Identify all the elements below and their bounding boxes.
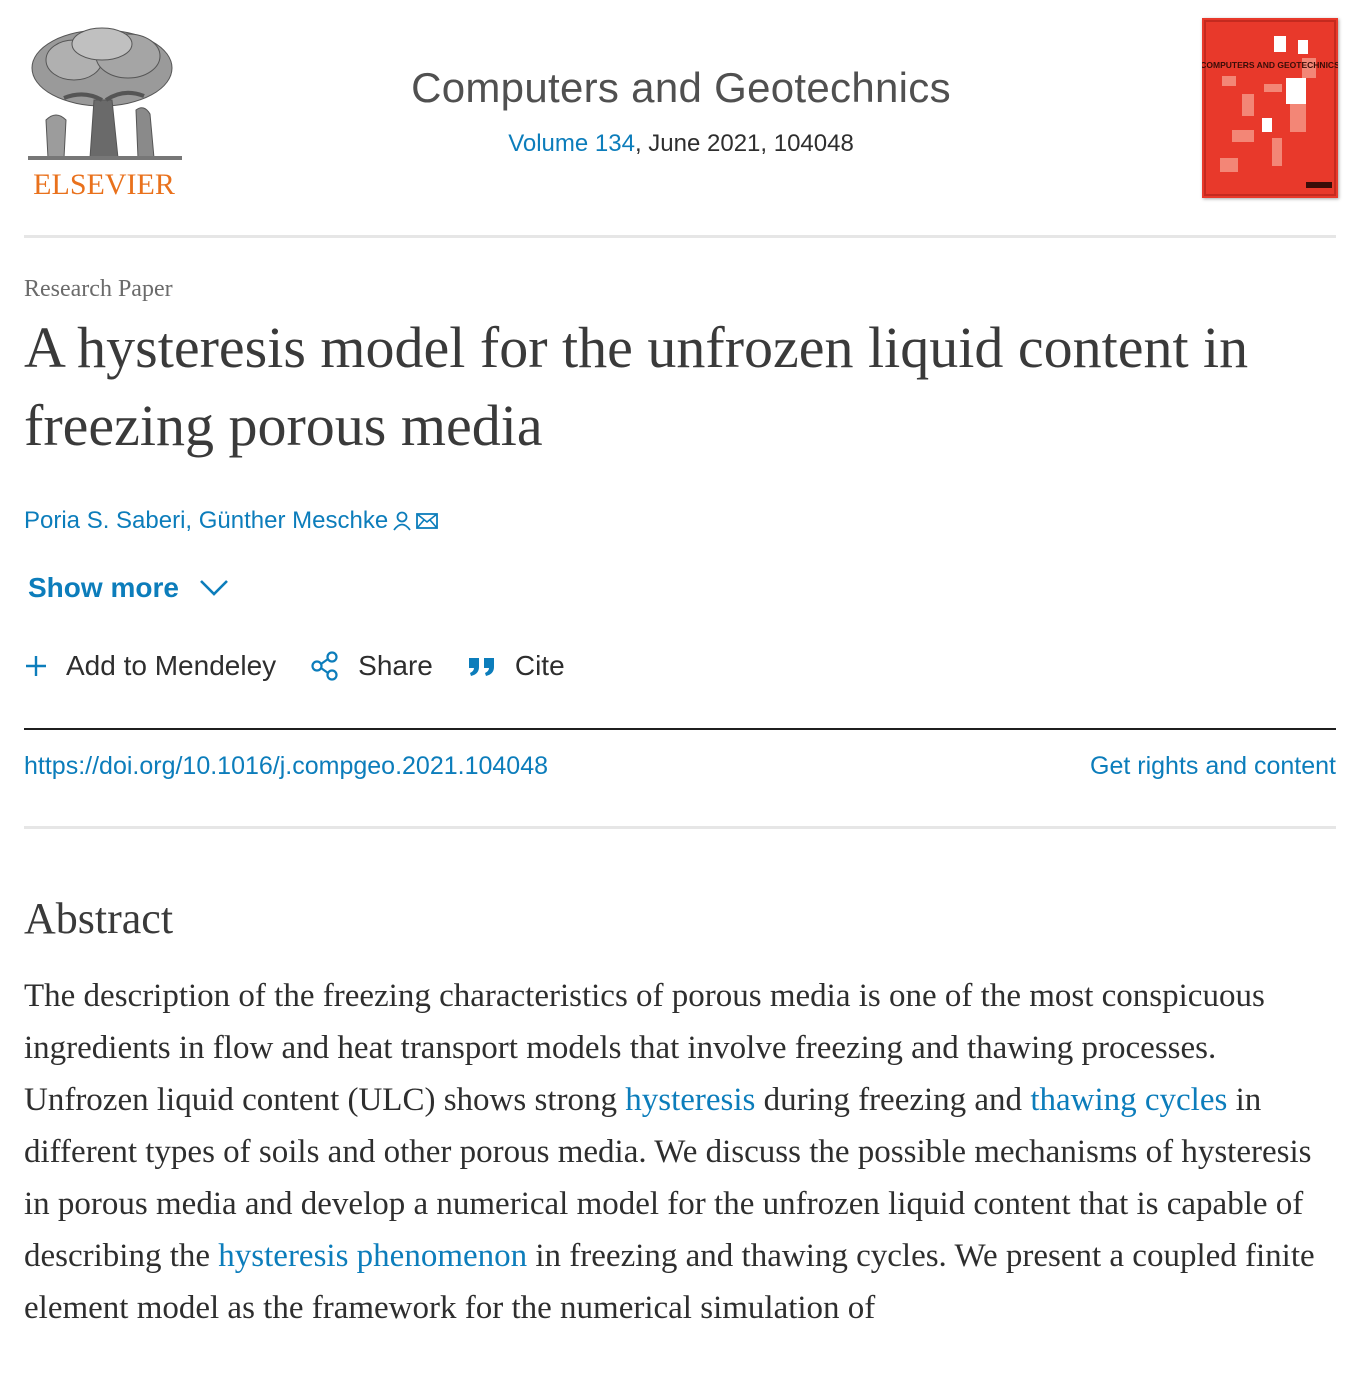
author-links[interactable]: Poria S. Saberi, Günther Meschke [24,507,389,534]
abstract-heading: Abstract [24,894,174,943]
author-list [24,507,438,535]
abstract-divider [24,826,1336,829]
header-divider [24,235,1336,238]
chevron-down-icon [199,579,229,597]
article-type: Research Paper [24,276,173,302]
rights-link[interactable]: Get rights and content [1090,752,1336,780]
cover-title: COMPUTERS AND GEOTECHNICS [1202,60,1338,70]
actions-divider [24,728,1336,730]
share-icon [310,651,340,681]
share-button[interactable] [310,650,433,682]
share-label: Share [358,650,433,681]
abstract-text-1: The description of the freezing characteristics of porous media is one of the most conspicuous ingredients in flow and heat transport models that involve freezing and thawing processes. Unfrozen liquid content (ULC) shows strong [24,978,1265,1118]
abstract-text-4: in freezing and thawing cycles. We present a coupled finite element model as the framework for the numerical simulation of [24,1238,1315,1326]
article-actions [24,650,599,682]
hysteresis-link[interactable]: hysteresis [625,1082,756,1118]
person-icon[interactable] [393,511,411,531]
envelope-icon[interactable] [416,512,438,530]
cite-button[interactable] [467,650,565,682]
journal-title[interactable]: Computers and Geotechnics [411,64,951,111]
article-title: A hysteresis model for the unfrozen liquid content in freezing porous media [24,315,1249,458]
cite-label: Cite [514,650,565,681]
show-more-button[interactable] [28,572,229,604]
elsevier-wordmark: ELSEVIER [33,168,175,200]
quote-icon [467,654,497,678]
volume-link[interactable]: Volume 134 [508,130,635,157]
show-more-label: Show more [28,572,179,603]
hysteresis-phenomenon-link[interactable]: hysteresis phenomenon [218,1238,528,1274]
journal-issue-info [24,130,1338,158]
abstract-text-3: in different types of soils and other porous media. We discuss the possible mechanisms of hysteresis in porous media and develop a numerical model for the unfrozen liquid content that is capable of describing the [24,1082,1312,1274]
abstract-text [24,970,1340,1334]
add-to-mendeley-button[interactable] [24,650,276,682]
journal-cover-image[interactable] [1202,18,1338,198]
issue-details: , June 2021, 104048 [634,130,854,157]
journal-header [24,18,1338,204]
thawing-cycles-link[interactable]: thawing cycles [1030,1082,1228,1118]
plus-icon [24,654,48,678]
add-to-mendeley-label: Add to Mendeley [66,650,277,681]
doi-link[interactable]: https://doi.org/10.1016/j.compgeo.2021.104048 [24,752,549,780]
journal-cover-art [1202,18,1338,198]
abstract-text-2: during freezing and [755,1082,1031,1118]
